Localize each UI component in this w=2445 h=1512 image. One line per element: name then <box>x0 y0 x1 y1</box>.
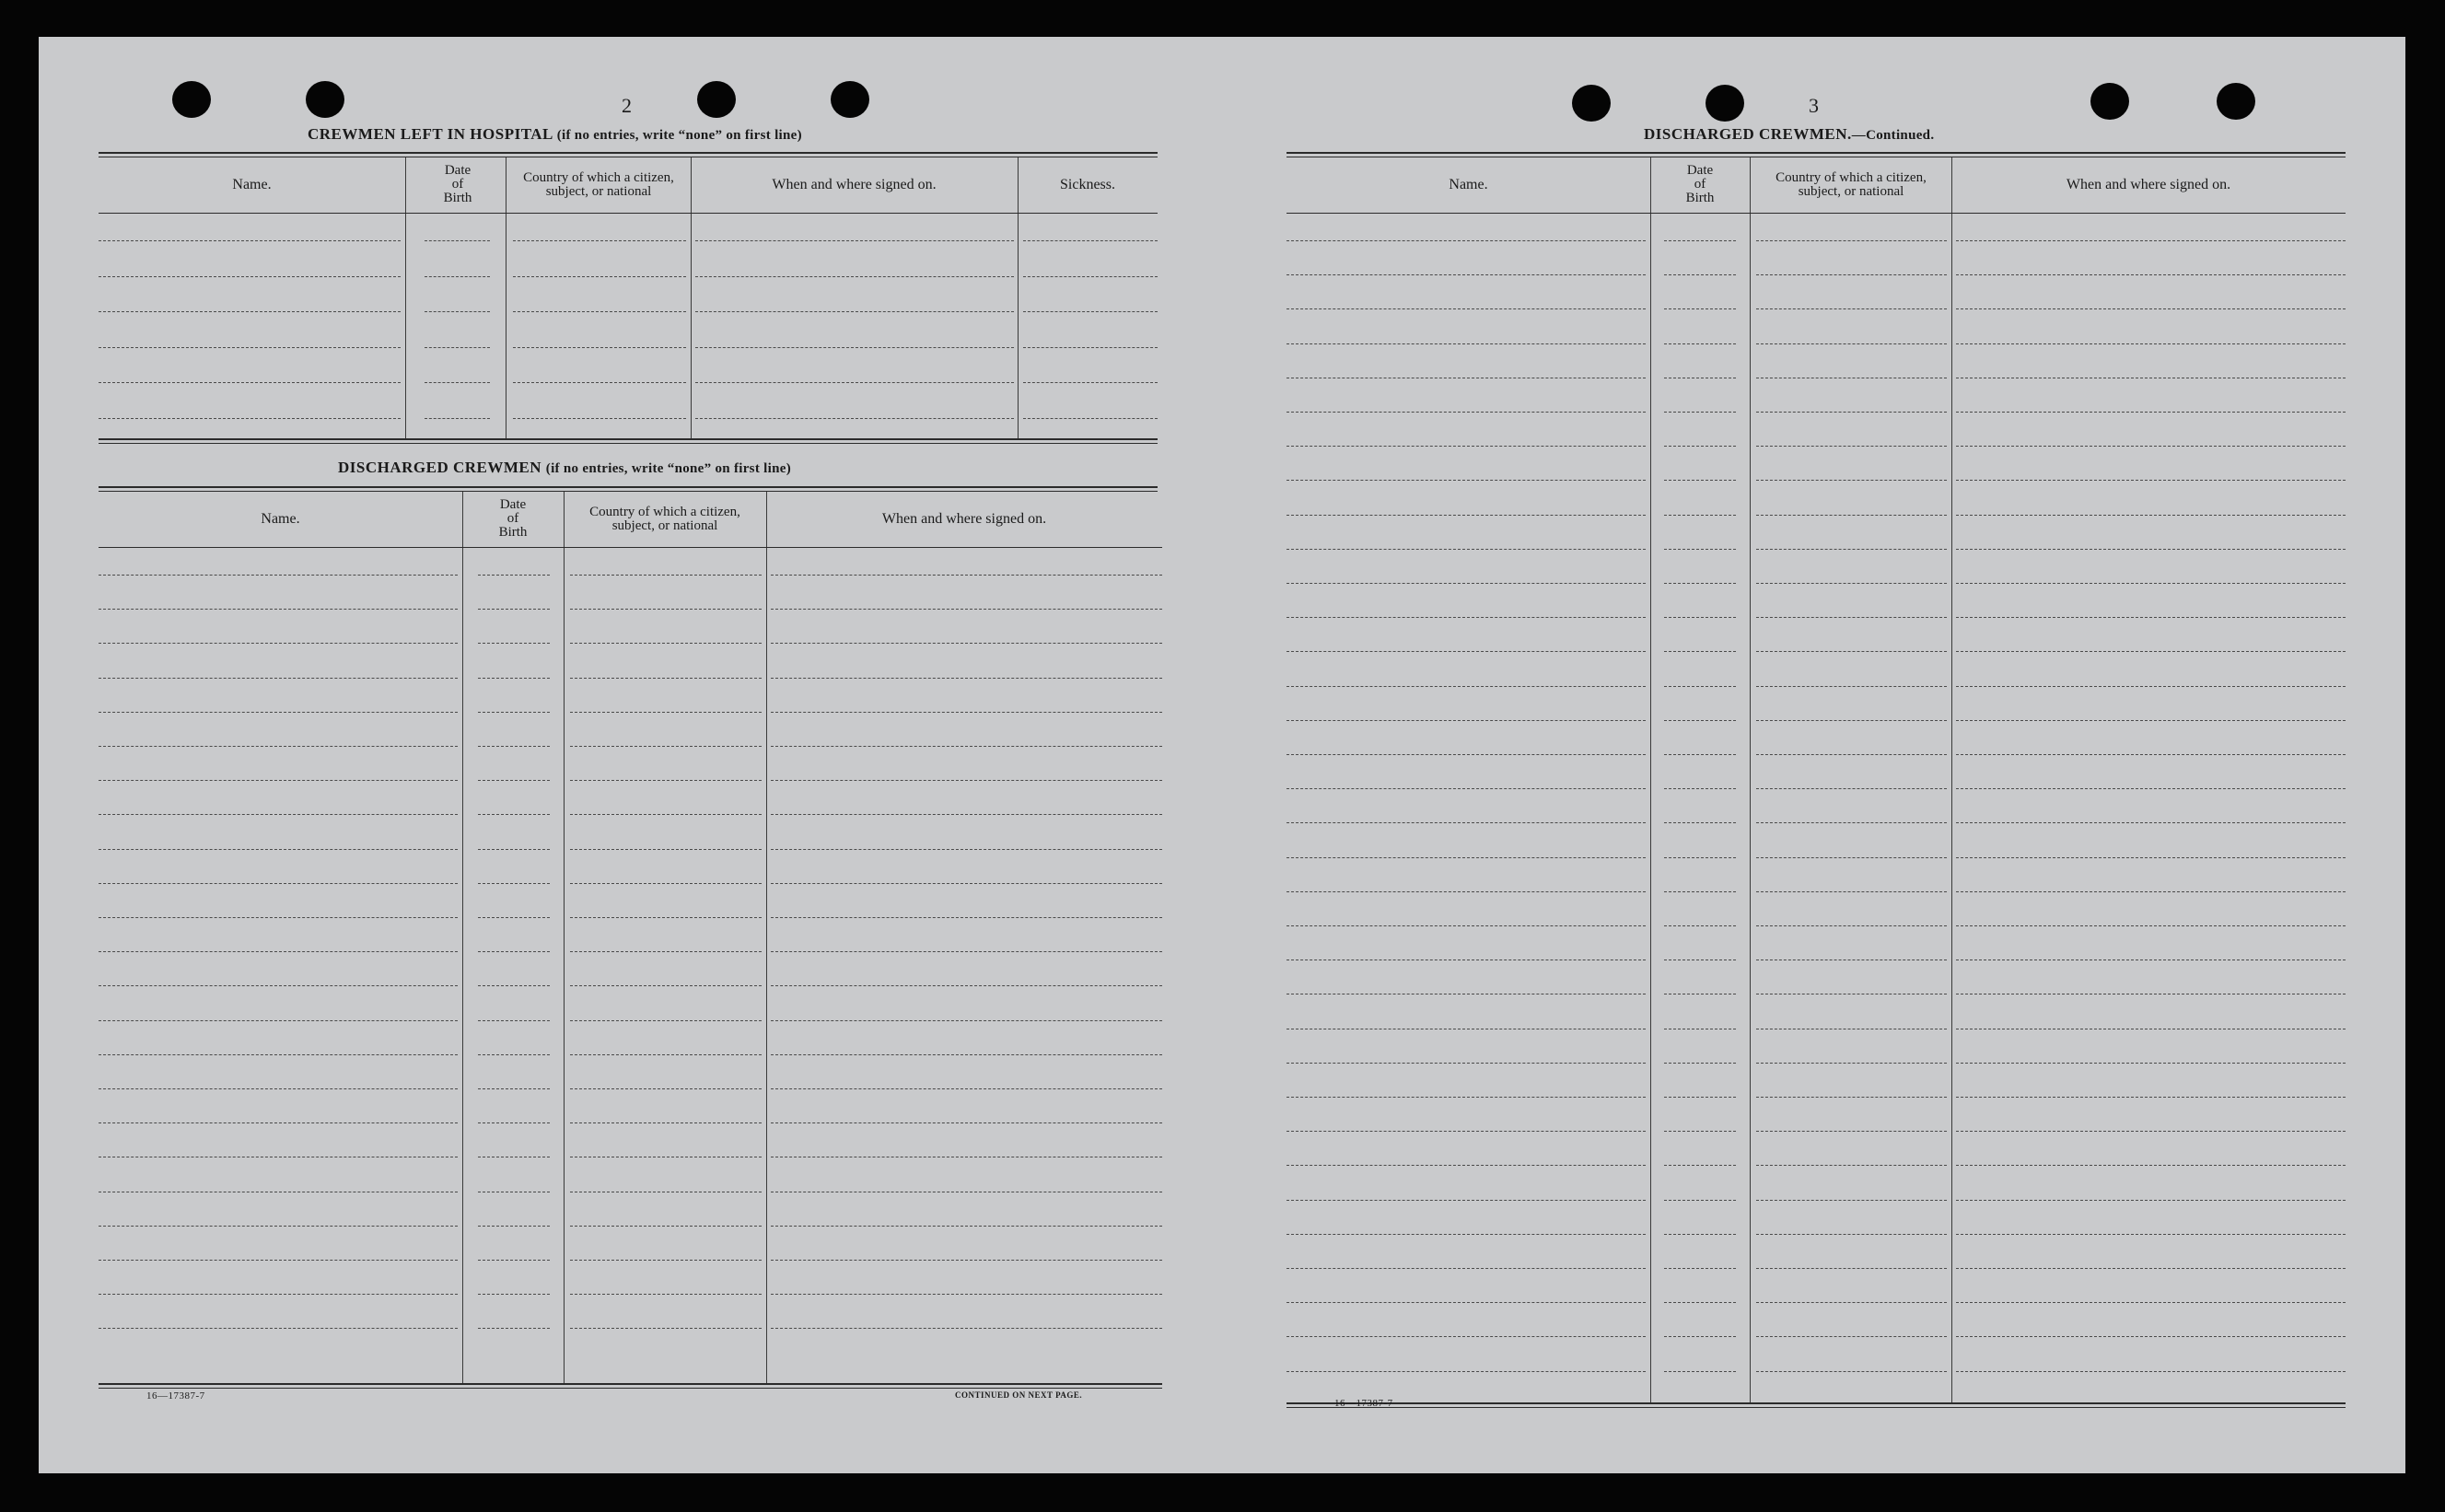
column-header-sickness: Sickness. <box>1060 176 1115 192</box>
entry-line <box>1287 412 1646 413</box>
entry-line <box>1287 1200 1646 1201</box>
entry-line <box>478 643 550 644</box>
entry-line <box>99 849 458 850</box>
entry-line <box>1956 1165 2346 1166</box>
entry-line <box>1664 1097 1736 1098</box>
entry-line <box>570 814 762 815</box>
entry-line <box>1956 822 2346 823</box>
entry-line <box>1756 754 1947 755</box>
discharged-title: DISCHARGED CREWMEN <box>338 459 542 476</box>
entry-line <box>1756 240 1947 241</box>
entry-line <box>1956 480 2346 481</box>
entry-line <box>1287 1302 1646 1303</box>
entry-line <box>695 276 1014 277</box>
entry-line <box>570 917 762 918</box>
column-header-when-where: When and where signed on. <box>881 510 1047 527</box>
entry-line <box>771 985 1162 986</box>
entry-line <box>478 985 550 986</box>
entry-line <box>570 951 762 952</box>
entry-line <box>1664 1063 1736 1064</box>
entry-line <box>99 1088 458 1089</box>
entry-line <box>1756 617 1947 618</box>
entry-line <box>1287 1234 1646 1235</box>
entry-line <box>1023 347 1158 348</box>
entry-line <box>1664 240 1736 241</box>
entry-line <box>570 883 762 884</box>
entry-line <box>478 951 550 952</box>
entry-line <box>771 643 1162 644</box>
entry-line <box>99 951 458 952</box>
column-header-date-of-birth: Date of Birth <box>443 163 472 205</box>
entry-line <box>425 240 490 241</box>
entry-line <box>1756 583 1947 584</box>
entry-line <box>99 1122 458 1123</box>
discharged-continued-title <box>1644 125 1934 144</box>
entry-line <box>99 814 458 815</box>
entry-line <box>1756 1302 1947 1303</box>
entry-line <box>1956 583 2346 584</box>
form-sheet <box>39 37 2405 1473</box>
entry-line <box>1956 1097 2346 1098</box>
entry-line <box>1664 822 1736 823</box>
entry-line <box>1956 412 2346 413</box>
entry-line <box>99 1226 458 1227</box>
entry-line <box>1756 1165 1947 1166</box>
entry-line <box>1956 1200 2346 1201</box>
entry-line <box>1664 1302 1736 1303</box>
entry-line <box>1956 343 2346 344</box>
entry-line <box>570 1054 762 1055</box>
entry-line <box>1956 1302 2346 1303</box>
entry-line <box>771 1088 1162 1089</box>
column-header-date-of-birth: Date of Birth <box>498 497 528 540</box>
entry-line <box>425 276 490 277</box>
entry-line <box>570 643 762 644</box>
entry-line <box>513 418 686 419</box>
entry-line <box>99 347 401 348</box>
punch-hole <box>1706 85 1744 122</box>
entry-line <box>1664 788 1736 789</box>
entry-line <box>570 746 762 747</box>
entry-line <box>771 814 1162 815</box>
entry-line <box>1287 549 1646 550</box>
entry-line <box>478 1088 550 1089</box>
entry-line <box>1287 480 1646 481</box>
entry-line <box>1956 754 2346 755</box>
entry-line <box>771 1122 1162 1123</box>
entry-line <box>1956 891 2346 892</box>
entry-line <box>1287 583 1646 584</box>
entry-line <box>1956 1063 2346 1064</box>
hospital-subtitle: (if no entries, write “none” on first line) <box>556 128 802 143</box>
entry-line <box>1756 412 1947 413</box>
entry-line <box>1956 549 2346 550</box>
entry-line <box>478 1328 550 1329</box>
entry-line <box>478 1260 550 1261</box>
entry-line <box>1287 891 1646 892</box>
punch-hole <box>831 81 869 118</box>
entry-line <box>99 883 458 884</box>
entry-line <box>1756 651 1947 652</box>
entry-line <box>1287 754 1646 755</box>
entry-line <box>1956 617 2346 618</box>
entry-line <box>771 575 1162 576</box>
form-number-right: 16—17387-7 <box>1334 1398 1393 1409</box>
entry-line <box>1956 925 2346 926</box>
discharged-continued-heading: DISCHARGED CREWMEN. <box>1644 125 1852 143</box>
column-header-country: Country of which a citizen, subject, or national <box>1776 169 1927 199</box>
column-header-name: Name. <box>232 176 272 192</box>
entry-line <box>478 1226 550 1227</box>
entry-line <box>1287 686 1646 687</box>
entry-line <box>99 746 458 747</box>
entry-line <box>478 917 550 918</box>
entry-line <box>1023 276 1158 277</box>
entry-line <box>1664 857 1736 858</box>
entry-line <box>1756 1097 1947 1098</box>
entry-line <box>1287 1336 1646 1337</box>
column-header-name: Name. <box>261 510 300 527</box>
entry-line <box>1664 651 1736 652</box>
entry-line <box>513 276 686 277</box>
entry-line <box>1756 822 1947 823</box>
entry-line <box>570 1328 762 1329</box>
entry-line <box>425 347 490 348</box>
entry-line <box>1664 754 1736 755</box>
entry-line <box>513 347 686 348</box>
entry-line <box>1956 788 2346 789</box>
entry-line <box>570 849 762 850</box>
entry-line <box>1023 418 1158 419</box>
entry-line <box>99 1260 458 1261</box>
entry-line <box>1664 549 1736 550</box>
entry-line <box>99 678 458 679</box>
entry-line <box>1664 1165 1736 1166</box>
entry-line <box>99 276 401 277</box>
entry-line <box>1756 1131 1947 1132</box>
entry-line <box>1956 446 2346 447</box>
entry-line <box>1956 857 2346 858</box>
entry-line <box>1756 446 1947 447</box>
entry-line <box>1023 382 1158 383</box>
entry-line <box>771 678 1162 679</box>
entry-line <box>1287 240 1646 241</box>
entry-line <box>1664 412 1736 413</box>
entry-line <box>1287 1165 1646 1166</box>
entry-line <box>1956 240 2346 241</box>
entry-line <box>1756 343 1947 344</box>
entry-line <box>570 609 762 610</box>
entry-line <box>1956 308 2346 309</box>
entry-line <box>1756 925 1947 926</box>
entry-line <box>478 1054 550 1055</box>
entry-line <box>570 1294 762 1295</box>
entry-line <box>1664 686 1736 687</box>
entry-line <box>99 609 458 610</box>
discharged-section-title <box>338 459 791 477</box>
entry-line <box>1664 515 1736 516</box>
column-header-when-where: When and where signed on. <box>2066 176 2231 192</box>
entry-line <box>425 418 490 419</box>
entry-line <box>1287 1063 1646 1064</box>
entry-line <box>1664 274 1736 275</box>
entry-line <box>771 1054 1162 1055</box>
entry-line <box>570 1260 762 1261</box>
discharged-continued-table <box>1287 152 2346 1441</box>
entry-line <box>1956 515 2346 516</box>
entry-line <box>771 1020 1162 1021</box>
entry-line <box>99 575 458 576</box>
discharged-subtitle: (if no entries, write “none” on first line) <box>545 461 791 476</box>
continued-note: CONTINUED ON NEXT PAGE. <box>955 1390 1083 1400</box>
entry-line <box>1287 1131 1646 1132</box>
entry-line <box>478 883 550 884</box>
entry-line <box>1664 446 1736 447</box>
entry-line <box>1023 311 1158 312</box>
entry-line <box>1956 1336 2346 1337</box>
column-header-name: Name. <box>1449 176 1488 192</box>
entry-line <box>1664 583 1736 584</box>
entry-line <box>1956 720 2346 721</box>
entry-line <box>99 1054 458 1055</box>
entry-line <box>1664 891 1736 892</box>
entry-line <box>771 712 1162 713</box>
punch-hole <box>1572 85 1611 122</box>
entry-line <box>1756 720 1947 721</box>
entry-line <box>1023 240 1158 241</box>
entry-line <box>1756 549 1947 550</box>
entry-line <box>771 746 1162 747</box>
entry-line <box>99 712 458 713</box>
column-header-when-where: When and where signed on. <box>772 176 937 192</box>
entry-line <box>1664 480 1736 481</box>
entry-line <box>695 418 1014 419</box>
entry-line <box>1287 1268 1646 1269</box>
entry-line <box>1956 1371 2346 1372</box>
entry-line <box>478 746 550 747</box>
entry-line <box>478 609 550 610</box>
page-number-right: 3 <box>1809 94 1819 117</box>
entry-line <box>1287 274 1646 275</box>
entry-line <box>513 311 686 312</box>
entry-line <box>478 1020 550 1021</box>
entry-line <box>1664 343 1736 344</box>
entry-line <box>570 712 762 713</box>
entry-line <box>570 1122 762 1123</box>
entry-line <box>99 311 401 312</box>
column-header-country: Country of which a citizen, subject, or national <box>589 504 740 533</box>
entry-line <box>771 609 1162 610</box>
entry-line <box>478 1122 550 1123</box>
entry-line <box>425 382 490 383</box>
entry-line <box>1287 857 1646 858</box>
entry-line <box>478 712 550 713</box>
entry-line <box>1756 1268 1947 1269</box>
punch-hole <box>172 81 211 118</box>
entry-line <box>695 347 1014 348</box>
entry-line <box>1287 515 1646 516</box>
entry-line <box>771 1328 1162 1329</box>
entry-line <box>771 1260 1162 1261</box>
entry-line <box>1956 1131 2346 1132</box>
entry-line <box>1664 617 1736 618</box>
entry-line <box>1956 274 2346 275</box>
entry-line <box>570 985 762 986</box>
entry-line <box>771 780 1162 781</box>
entry-line <box>1756 891 1947 892</box>
entry-line <box>1756 1234 1947 1235</box>
punch-hole <box>306 81 344 118</box>
entry-line <box>771 883 1162 884</box>
entry-line <box>1664 1371 1736 1372</box>
entry-line <box>99 985 458 986</box>
entry-line <box>478 678 550 679</box>
entry-line <box>99 917 458 918</box>
entry-line <box>99 643 458 644</box>
entry-line <box>1956 1268 2346 1269</box>
entry-line <box>1664 720 1736 721</box>
entry-line <box>1664 1234 1736 1235</box>
entry-line <box>99 780 458 781</box>
hospital-section-title <box>308 125 802 144</box>
entry-line <box>1664 308 1736 309</box>
entry-line <box>1287 1097 1646 1098</box>
entry-line <box>99 1328 458 1329</box>
entry-line <box>1956 651 2346 652</box>
entry-line <box>1287 788 1646 789</box>
entry-line <box>1756 857 1947 858</box>
entry-line <box>1287 720 1646 721</box>
entry-line <box>771 951 1162 952</box>
entry-line <box>1664 1131 1736 1132</box>
page-number-left: 2 <box>622 94 632 117</box>
entry-line <box>1756 686 1947 687</box>
entry-line <box>1756 1063 1947 1064</box>
entry-line <box>1287 925 1646 926</box>
entry-line <box>1756 480 1947 481</box>
entry-line <box>1956 1234 2346 1235</box>
entry-line <box>513 240 686 241</box>
entry-line <box>425 311 490 312</box>
entry-line <box>1287 1371 1646 1372</box>
entry-line <box>99 1294 458 1295</box>
hospital-title: CREWMEN LEFT IN HOSPITAL <box>308 125 553 143</box>
entry-line <box>99 1020 458 1021</box>
entry-line <box>1287 343 1646 344</box>
entry-line <box>1664 1336 1736 1337</box>
entry-line <box>570 678 762 679</box>
entry-line <box>771 1294 1162 1295</box>
entry-line <box>695 311 1014 312</box>
entry-line <box>1664 1200 1736 1201</box>
entry-line <box>1756 1200 1947 1201</box>
form-number-left: 16—17387-7 <box>146 1390 205 1402</box>
entry-line <box>570 1226 762 1227</box>
entry-line <box>695 240 1014 241</box>
entry-line <box>771 917 1162 918</box>
entry-line <box>1287 822 1646 823</box>
hospital-table <box>99 152 1158 474</box>
entry-line <box>1287 446 1646 447</box>
column-header-country: Country of which a citizen, subject, or national <box>523 169 674 199</box>
entry-line <box>99 382 401 383</box>
entry-line <box>1756 274 1947 275</box>
entry-line <box>1956 686 2346 687</box>
entry-line <box>1664 925 1736 926</box>
entry-line <box>478 1294 550 1295</box>
entry-line <box>1756 788 1947 789</box>
entry-line <box>570 1088 762 1089</box>
punch-hole <box>2090 83 2129 120</box>
entry-line <box>1287 617 1646 618</box>
entry-line <box>695 382 1014 383</box>
entry-line <box>1756 1371 1947 1372</box>
entry-line <box>1287 308 1646 309</box>
entry-line <box>1664 1268 1736 1269</box>
entry-line <box>478 575 550 576</box>
entry-line <box>570 780 762 781</box>
entry-line <box>478 814 550 815</box>
entry-line <box>513 382 686 383</box>
entry-line <box>478 780 550 781</box>
entry-line <box>570 1020 762 1021</box>
discharged-table <box>99 486 1162 1439</box>
entry-line <box>478 849 550 850</box>
entry-line <box>570 575 762 576</box>
entry-line <box>1756 308 1947 309</box>
entry-line <box>771 1226 1162 1227</box>
column-header-date-of-birth: Date of Birth <box>1685 163 1715 205</box>
entry-line <box>99 418 401 419</box>
entry-line <box>99 240 401 241</box>
entry-line <box>1756 515 1947 516</box>
punch-hole <box>697 81 736 118</box>
discharged-continued-subtitle: —Continued. <box>1851 128 1935 143</box>
punch-hole <box>2217 83 2255 120</box>
entry-line <box>1756 1336 1947 1337</box>
entry-line <box>771 849 1162 850</box>
entry-line <box>1287 651 1646 652</box>
